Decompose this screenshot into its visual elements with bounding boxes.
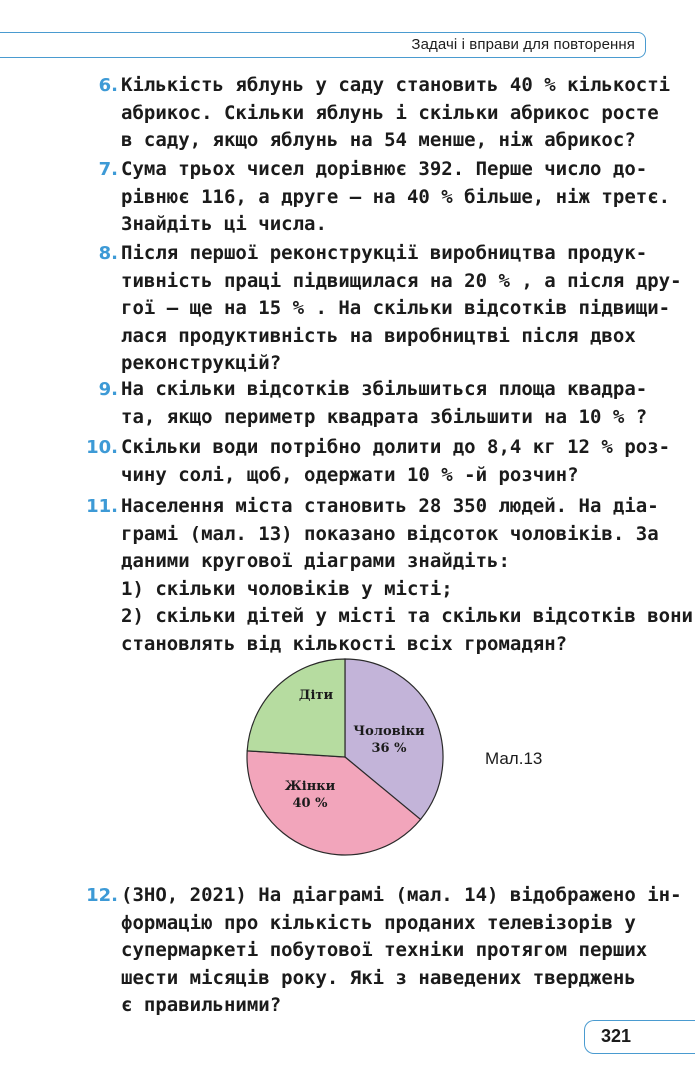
text-line: рівнює 116, а друге — на 40 % більше, ніж третє. (121, 185, 671, 208)
text-line: 2) скільки дітей у місті та скільки відсотків вони (121, 605, 693, 627)
problem-number: 8. (98, 243, 118, 264)
text-line: грамі (мал. 13) показано відсоток чоловіків. За (121, 522, 659, 545)
figure-caption: Мал.13 (485, 749, 543, 768)
header-bar (0, 32, 646, 58)
text-line: та, якщо периметр квадрата збільшити на 10 % ? (121, 405, 648, 428)
text-line: 1) скільки чоловіків у місті; (121, 577, 453, 600)
problem-text (121, 434, 671, 489)
problem-text (121, 240, 682, 378)
section-title: Задачі і вправи для повторення (411, 36, 635, 53)
pie-chart (240, 652, 450, 862)
text-line: абрикос. Скільки яблунь і скільки абрикос росте (121, 101, 659, 124)
text-line: На скільки відсотків збільшиться площа квадра- (121, 378, 648, 400)
pie-label-children (292, 687, 340, 704)
slice-value: 40 % (292, 796, 328, 811)
page-number: 321 (601, 1026, 632, 1046)
text-line: гої — ще на 15 % . На скільки відсотків підвищи- (121, 297, 671, 319)
problem-text (121, 882, 682, 1020)
text-line: є правильними? (121, 994, 282, 1016)
text-line: Знайдіть ці числа. (121, 213, 327, 235)
slice-name: Жінки (284, 779, 336, 794)
text-line: чину солі, щоб, одержати 10 % -й розчин? (121, 463, 579, 486)
problem-text (121, 72, 671, 155)
pie-chart-svg (240, 652, 450, 862)
slice-name: Діти (298, 688, 334, 703)
problem-number: 6. (98, 75, 118, 96)
problem-number: 12. (86, 885, 118, 906)
pie-label-men (347, 723, 431, 757)
problem-number: 9. (98, 379, 118, 400)
problem-text (121, 493, 693, 658)
text-line: реконструкцій? (121, 352, 282, 374)
slice-value: 36 % (371, 741, 407, 756)
text-line: становлять від кількості всіх громадян? (121, 632, 568, 655)
problem-text (121, 376, 648, 431)
text-line: даними кругової діаграми знайдіть: (121, 550, 510, 572)
text-line: в саду, якщо яблунь на 54 менше, ніж абрикос? (121, 129, 636, 151)
problem-text (121, 156, 671, 239)
text-line: супермаркеті побутової техніки протягом перших (121, 939, 648, 961)
text-line: Сума трьох чисел дорівнює 392. Перше число до- (121, 158, 648, 180)
text-line: Населення міста становить 28 350 людей. На діа- (121, 495, 659, 517)
page-number-tab (584, 1020, 695, 1054)
problem-number: 11. (86, 496, 118, 517)
text-line: шести місяців року. Які з наведених тверджень (121, 966, 636, 989)
text-line: лася продуктивність на виробництві після двох (121, 324, 636, 347)
text-line: формацію про кількість проданих телевізорів у (121, 911, 636, 934)
text-line: Після першої реконструкції виробництва продук- (121, 242, 648, 264)
text-line: Кількість яблунь у саду становить 40 % кількості (121, 74, 671, 96)
text-line: (ЗНО, 2021) На діаграмі (мал. 14) відображено ін- (121, 884, 682, 906)
text-line: тивність праці підвищилася на 20 % , а після дру- (121, 269, 682, 292)
text-line: Скільки води потрібно долити до 8,4 кг 12 % роз- (121, 436, 671, 458)
problem-number: 10. (86, 437, 118, 458)
problem-number: 7. (98, 159, 118, 180)
pie-label-women (266, 778, 354, 812)
slice-name: Чоловіки (353, 724, 425, 739)
pie-slice-children (247, 659, 345, 757)
